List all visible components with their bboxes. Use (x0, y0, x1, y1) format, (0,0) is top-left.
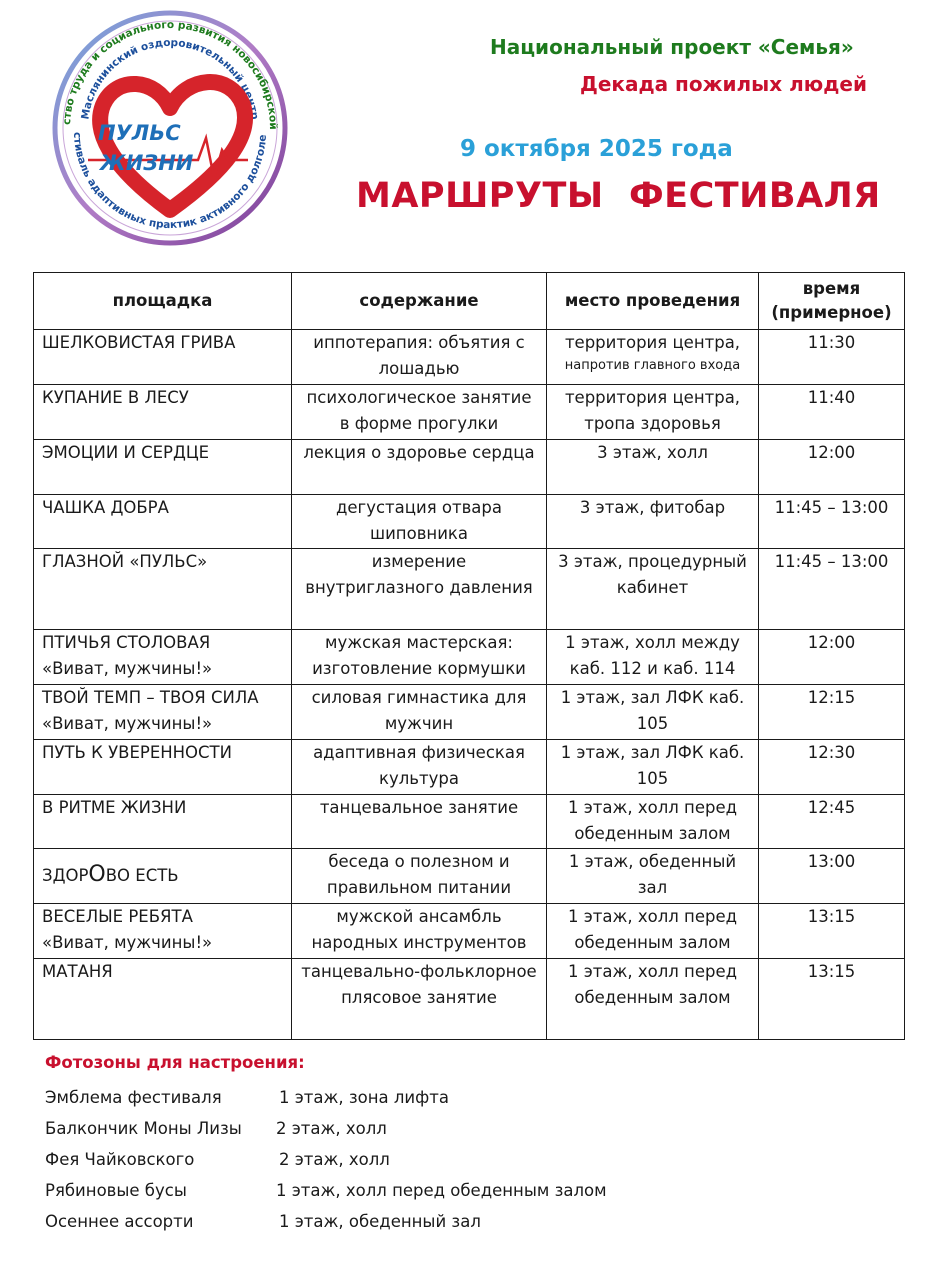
content-cell: адаптивная физическая культура (292, 740, 547, 795)
venue-cell: КУПАНИЕ В ЛЕСУ (34, 385, 292, 440)
pulse-of-life-emblem (48, 10, 292, 246)
list-item (45, 1113, 745, 1144)
content-cell: мужская мастерская: изготовление кормушки (292, 630, 547, 685)
list-item (45, 1144, 745, 1175)
header-content: содержание (292, 273, 547, 330)
place-text: территория центра, (564, 333, 741, 352)
table-row (34, 440, 905, 495)
content-cell: танцевально-фольклорное плясовое занятие (292, 959, 547, 1040)
logo-pulse-word: ПУЛЬС (98, 121, 181, 145)
header-venue: площадка (34, 273, 292, 330)
time-cell: 12:00 (759, 630, 905, 685)
logo-life-word: ЖИЗНИ (100, 151, 194, 175)
header-time (759, 273, 905, 330)
venue-cell: МАТАНЯ (34, 959, 292, 1040)
venue-cell: ПУТЬ К УВЕРЕННОСТИ (34, 740, 292, 795)
time-cell: 11:45 – 13:00 (759, 549, 905, 630)
table-header-row (34, 273, 905, 330)
venue-name: ВЕСЕЛЫЕ РЕБЯТА (42, 907, 193, 926)
photozone-place: 2 этаж, холл (279, 1150, 390, 1169)
content-cell: психологическое занятие в форме прогулки (292, 385, 547, 440)
place-cell: 3 этаж, фитобар (547, 495, 759, 549)
content-cell: танцевальное занятие (292, 795, 547, 849)
table-row (34, 630, 905, 685)
content-cell: измерение внутриглазного давления (292, 549, 547, 630)
time-cell: 13:00 (759, 849, 905, 904)
content-cell: беседа о полезном и правильном питании (292, 849, 547, 904)
time-cell: 11:40 (759, 385, 905, 440)
list-item (45, 1082, 745, 1113)
photozone-name: Рябиновые бусы (45, 1181, 187, 1200)
photozone-place: 1 этаж, холл перед обеденным залом (276, 1181, 607, 1200)
time-cell: 13:15 (759, 959, 905, 1040)
place-cell: 3 этаж, холл (547, 440, 759, 495)
venue-name: ПТИЧЬЯ СТОЛОВАЯ (42, 633, 211, 652)
photozones-title: Фотозоны для настроения: (45, 1053, 305, 1072)
photozone-name: Эмблема фестиваля (45, 1088, 222, 1107)
photozone-name: Балкончик Моны Лизы (45, 1119, 242, 1138)
content-cell: мужской ансамбль народных инструментов (292, 904, 547, 959)
logo-ring-festival-text: стиваль адаптивных практик активного долголе (70, 131, 270, 232)
time-cell: 12:30 (759, 740, 905, 795)
festival-logo (48, 10, 292, 246)
place-cell: 1 этаж, холл между каб. 112 и каб. 114 (547, 630, 759, 685)
photozones-list (45, 1082, 745, 1237)
decade-heading: Декада пожилых людей (580, 72, 867, 96)
photozone-name: Осеннее ассорти (45, 1212, 194, 1231)
table-row (34, 959, 905, 1040)
venue-name-big-letter: О (88, 862, 106, 887)
table-row (34, 904, 905, 959)
venue-name-part: ВО ЕСТЬ (105, 866, 179, 885)
table-row (34, 795, 905, 849)
place-cell: 1 этаж, зал ЛФК каб. 105 (547, 685, 759, 740)
place-cell: 1 этаж, холл перед обеденным залом (547, 904, 759, 959)
time-cell: 13:15 (759, 904, 905, 959)
place-cell: территория центра, тропа здоровья (547, 385, 759, 440)
table-row (34, 849, 905, 904)
place-cell: 1 этаж, зал ЛФК каб. 105 (547, 740, 759, 795)
time-cell: 12:15 (759, 685, 905, 740)
photozone-place: 2 этаж, холл (276, 1119, 387, 1138)
table-row (34, 685, 905, 740)
venue-cell (34, 849, 292, 904)
content-cell: лекция о здоровье сердца (292, 440, 547, 495)
table-row (34, 330, 905, 385)
place-cell (547, 330, 759, 385)
content-cell: дегустация отвара шиповника (292, 495, 547, 549)
header-time-line1: время (802, 279, 861, 298)
photozone-name: Фея Чайковского (45, 1150, 195, 1169)
place-cell: 1 этаж, холл перед обеденным залом (547, 795, 759, 849)
logo-center-name-text: Маслянинский оздоровительный центр (79, 36, 261, 121)
time-cell: 12:00 (759, 440, 905, 495)
time-cell: 11:45 – 13:00 (759, 495, 905, 549)
venue-cell (34, 904, 292, 959)
venue-name-part: ЗДОР (42, 866, 89, 885)
header-place: место проведения (547, 273, 759, 330)
place-cell: 1 этаж, холл перед обеденным залом (547, 959, 759, 1040)
table-row (34, 549, 905, 630)
venue-cell (34, 630, 292, 685)
content-cell: силовая гимнастика для мужчин (292, 685, 547, 740)
venue-series: «Виват, мужчины!» (42, 933, 213, 952)
venue-cell (34, 685, 292, 740)
place-cell: 1 этаж, обеденный зал (547, 849, 759, 904)
place-cell: 3 этаж, процедурный кабинет (547, 549, 759, 630)
venue-cell: ЭМОЦИИ И СЕРДЦЕ (34, 440, 292, 495)
time-cell: 12:45 (759, 795, 905, 849)
table-row (34, 740, 905, 795)
routes-table (33, 272, 905, 1040)
time-cell: 11:30 (759, 330, 905, 385)
table-row (34, 495, 905, 549)
national-project-heading: Национальный проект «Семья» (490, 35, 854, 59)
list-item (45, 1175, 745, 1206)
venue-cell: В РИТМЕ ЖИЗНИ (34, 795, 292, 849)
venue-series: «Виват, мужчины!» (42, 659, 213, 678)
list-item (45, 1206, 745, 1237)
page-title: МАРШРУТЫ ФЕСТИВАЛЯ (356, 176, 881, 216)
header-time-line2: (примерное) (771, 303, 892, 322)
venue-cell: ГЛАЗНОЙ «ПУЛЬС» (34, 549, 292, 630)
logo-ring-ministry-text: ство труда и социального развития новосибирской (61, 18, 280, 130)
content-cell: иппотерапия: объятия с лошадью (292, 330, 547, 385)
venue-cell: ЧАШКА ДОБРА (34, 495, 292, 549)
photozone-place: 1 этаж, обеденный зал (279, 1212, 481, 1231)
place-subtext: напротив главного входа (564, 358, 741, 373)
photozone-place: 1 этаж, зона лифта (279, 1088, 449, 1107)
table-row (34, 385, 905, 440)
venue-series: «Виват, мужчины!» (42, 714, 213, 733)
venue-name: ТВОЙ ТЕМП – ТВОЯ СИЛА (42, 688, 259, 707)
venue-cell: ШЕЛКОВИСТАЯ ГРИВА (34, 330, 292, 385)
event-date: 9 октября 2025 года (460, 136, 733, 162)
